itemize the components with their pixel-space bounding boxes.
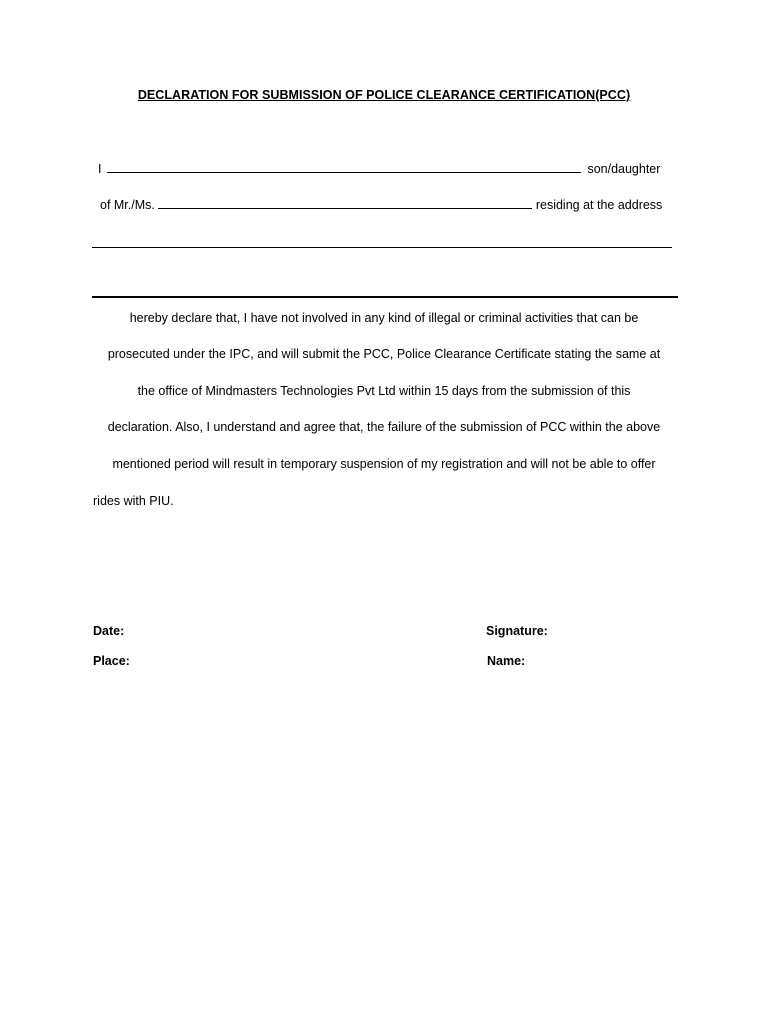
parent-line-suffix: residing at the address [535, 198, 663, 212]
name-label: Name: [487, 654, 526, 668]
parent-line [100, 197, 662, 212]
parent-line-prefix: of Mr./Ms. [100, 198, 155, 212]
address-blank-line-2[interactable] [92, 296, 678, 298]
parent-name-blank[interactable] [158, 197, 532, 209]
signature-label: Signature: [486, 624, 548, 638]
declaration-line-5: mentioned period will result in temporary suspension of my registration and will not be able to offer [112, 457, 656, 471]
name-line [98, 161, 660, 176]
place-label: Place: [93, 654, 130, 668]
address-blank-line-1[interactable] [92, 247, 672, 248]
declaration-line-3: the office of Mindmasters Technologies Pvt Ltd within 15 days from the submission of this [137, 384, 631, 398]
name-line-suffix: son/daughter [587, 162, 661, 176]
name-blank[interactable] [107, 161, 581, 173]
declaration-line-6: rides with PIU. [93, 494, 174, 508]
declaration-line-1: hereby declare that, I have not involved in any kind of illegal or criminal activities that can be [129, 311, 639, 325]
name-line-prefix: I [98, 162, 102, 176]
declaration-line-4: declaration. Also, I understand and agree that, the failure of the submission of PCC within the above [107, 420, 661, 434]
declaration-line-2: prosecuted under the IPC, and will submit the PCC, Police Clearance Certificate stating the same at [107, 347, 661, 361]
document-title: DECLARATION FOR SUBMISSION OF POLICE CLEARANCE CERTIFICATION(PCC) [137, 88, 631, 102]
date-label: Date: [93, 624, 125, 638]
